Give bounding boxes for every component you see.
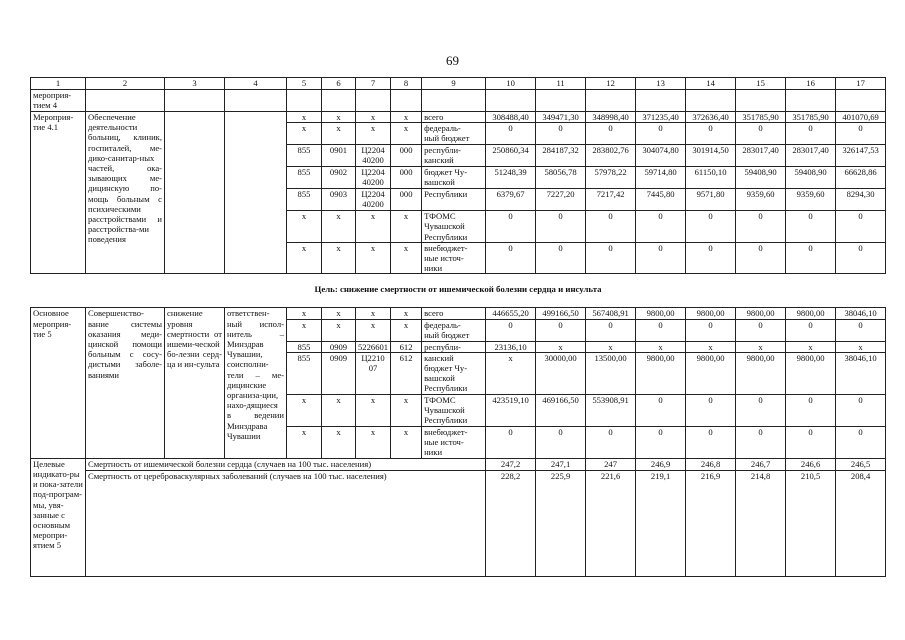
indicator-label: Смертность от ишемической болезни сердца (случаев на 100 тыс. населения) bbox=[86, 458, 486, 470]
expense-code: х bbox=[391, 426, 422, 458]
amount-cell: 0 bbox=[836, 211, 886, 243]
funding-source: канский бюджет Чу- вашской Республики bbox=[422, 352, 486, 394]
measure-title: Мероприя- тие 4.1 bbox=[31, 112, 86, 274]
column-header: 1 bbox=[31, 78, 86, 90]
table-cell bbox=[356, 90, 391, 112]
amount-cell: 0 bbox=[536, 319, 586, 341]
section-code: х bbox=[322, 123, 356, 145]
amount-cell: х bbox=[836, 341, 886, 352]
target-code: х bbox=[356, 308, 391, 319]
amount-cell: 0 bbox=[536, 242, 586, 274]
indicator-value: 246,5 bbox=[836, 458, 886, 470]
amount-cell: 0 bbox=[736, 242, 786, 274]
amount-cell: 283017,40 bbox=[736, 145, 786, 167]
column-header: 7 bbox=[356, 78, 391, 90]
indicator-value: 247,2 bbox=[486, 458, 536, 470]
amount-cell: х bbox=[486, 352, 536, 394]
amount-cell: х bbox=[786, 341, 836, 352]
section-code: 0903 bbox=[322, 189, 356, 211]
funding-source: всего bbox=[422, 308, 486, 319]
amount-cell: х bbox=[586, 341, 636, 352]
amount-cell: 0 bbox=[736, 319, 786, 341]
grbs-code: х bbox=[287, 426, 322, 458]
column-header: 14 bbox=[686, 78, 736, 90]
amount-cell: 283017,40 bbox=[786, 145, 836, 167]
page-number: 69 bbox=[446, 53, 459, 68]
amount-cell: 0 bbox=[686, 123, 736, 145]
indicator-value: 246,8 bbox=[686, 458, 736, 470]
target-code: х bbox=[356, 319, 391, 341]
measure-title: Основное мероприя-тие 5 bbox=[31, 308, 86, 458]
expense-code: х bbox=[391, 123, 422, 145]
target-code: Ц2204 40200 bbox=[356, 167, 391, 189]
table-cell bbox=[836, 90, 886, 112]
target-code: 5226601 bbox=[356, 341, 391, 352]
grbs-code: х bbox=[287, 308, 322, 319]
amount-cell: 8294,30 bbox=[836, 189, 886, 211]
amount-cell: 553908,91 bbox=[586, 394, 636, 426]
table-row bbox=[31, 308, 886, 319]
expense-code: х bbox=[391, 394, 422, 426]
grbs-code: 855 bbox=[287, 167, 322, 189]
amount-cell: 9359,60 bbox=[736, 189, 786, 211]
amount-cell: 446655,20 bbox=[486, 308, 536, 319]
amount-cell: 0 bbox=[486, 319, 536, 341]
column-header: 10 bbox=[486, 78, 536, 90]
indicator-value: 210,5 bbox=[786, 470, 836, 576]
amount-cell: 567408,91 bbox=[586, 308, 636, 319]
amount-cell: 7227,20 bbox=[536, 189, 586, 211]
target-code: х bbox=[356, 123, 391, 145]
funding-source: всего bbox=[422, 112, 486, 123]
amount-cell: 66628,86 bbox=[836, 167, 886, 189]
amount-cell: 0 bbox=[486, 123, 536, 145]
amount-cell: 0 bbox=[536, 426, 586, 458]
amount-cell: 351785,90 bbox=[736, 112, 786, 123]
amount-cell: 301914,50 bbox=[686, 145, 736, 167]
section-code: 0901 bbox=[322, 145, 356, 167]
amount-cell: 13500,00 bbox=[586, 352, 636, 394]
indicator-value: 225,9 bbox=[536, 470, 586, 576]
amount-cell: х bbox=[736, 341, 786, 352]
target-code: Ц2204 40200 bbox=[356, 145, 391, 167]
amount-cell: 0 bbox=[786, 123, 836, 145]
indicator-value: 246,6 bbox=[786, 458, 836, 470]
expected-result: снижение уровня смертности от ишеми-ческой бо-лезни серд-ца и ин-сульта bbox=[165, 308, 225, 458]
amount-cell: 0 bbox=[636, 211, 686, 243]
amount-cell: 7445,80 bbox=[636, 189, 686, 211]
amount-cell: 58056,78 bbox=[536, 167, 586, 189]
table-cell bbox=[391, 90, 422, 112]
amount-cell: 9800,00 bbox=[686, 308, 736, 319]
target-code: х bbox=[356, 112, 391, 123]
amount-cell: 57978,22 bbox=[586, 167, 636, 189]
amount-cell: 0 bbox=[686, 319, 736, 341]
measure-description: Совершенство-вание системы оказания меди-цинской помощи больным с сосу-дистыми заболе-ваниями bbox=[86, 308, 165, 458]
section-code: 0909 bbox=[322, 352, 356, 394]
column-header: 12 bbox=[586, 78, 636, 90]
amount-cell: 9800,00 bbox=[636, 308, 686, 319]
amount-cell: 0 bbox=[536, 211, 586, 243]
amount-cell: 326147,53 bbox=[836, 145, 886, 167]
amount-cell: 283802,76 bbox=[586, 145, 636, 167]
amount-cell: 401070,69 bbox=[836, 112, 886, 123]
column-header: 2 bbox=[86, 78, 165, 90]
expense-code: х bbox=[391, 308, 422, 319]
amount-cell: 0 bbox=[636, 426, 686, 458]
grbs-code: 855 bbox=[287, 352, 322, 394]
section-code: х bbox=[322, 308, 356, 319]
table-cell bbox=[636, 90, 686, 112]
amount-cell: 9571,80 bbox=[686, 189, 736, 211]
funding-source: внебюджет- ные источ- ники bbox=[422, 242, 486, 274]
grbs-code: х bbox=[287, 211, 322, 243]
funding-source: федераль- ный бюджет bbox=[422, 319, 486, 341]
measure-description: Обеспечение деятельности больниц, клиник, госпиталей, ме-дико-санитар-ных частей, ока-зывающих ме-дицинскую по-мощь больным с психическими расстройствами и расстройства-ми поведения bbox=[86, 112, 165, 274]
table-row bbox=[31, 284, 886, 298]
column-header: 13 bbox=[636, 78, 686, 90]
table-cell bbox=[422, 90, 486, 112]
amount-cell: 349471,30 bbox=[536, 112, 586, 123]
amount-cell: 304074,80 bbox=[636, 145, 686, 167]
amount-cell: 0 bbox=[836, 319, 886, 341]
program-table bbox=[30, 77, 886, 577]
funding-source: федераль- ный бюджет bbox=[422, 123, 486, 145]
table-row bbox=[31, 458, 886, 470]
table-row bbox=[31, 298, 886, 308]
section-code: 0902 bbox=[322, 167, 356, 189]
section-code: х bbox=[322, 211, 356, 243]
amount-cell: 38046,10 bbox=[836, 352, 886, 394]
amount-cell: 0 bbox=[636, 394, 686, 426]
target-code: Ц2204 40200 bbox=[356, 189, 391, 211]
funding-source: внебюджет- ные источ- ники bbox=[422, 426, 486, 458]
indicator-value: 208,4 bbox=[836, 470, 886, 576]
amount-cell: 0 bbox=[586, 242, 636, 274]
amount-cell: 0 bbox=[686, 242, 736, 274]
amount-cell: 0 bbox=[736, 394, 786, 426]
indicator-value: 246,7 bbox=[736, 458, 786, 470]
amount-cell: 423519,10 bbox=[486, 394, 536, 426]
goal-heading: Цель: снижение смертности от ишемической болезни сердца и инсульта bbox=[314, 284, 602, 295]
amount-cell: 0 bbox=[486, 242, 536, 274]
funding-source: Республики bbox=[422, 189, 486, 211]
table-cell bbox=[686, 90, 736, 112]
target-code: х bbox=[356, 394, 391, 426]
target-code: х bbox=[356, 242, 391, 274]
grbs-code: х bbox=[287, 242, 322, 274]
table-cell bbox=[86, 90, 165, 112]
indicator-value: 246,9 bbox=[636, 458, 686, 470]
amount-cell: 0 bbox=[786, 211, 836, 243]
table-cell bbox=[786, 90, 836, 112]
amount-cell: 0 bbox=[786, 319, 836, 341]
amount-cell: 9800,00 bbox=[636, 352, 686, 394]
table-cell bbox=[736, 90, 786, 112]
amount-cell: 9800,00 bbox=[736, 352, 786, 394]
amount-cell: 9359,60 bbox=[786, 189, 836, 211]
section-code: х bbox=[322, 112, 356, 123]
row-label: мероприя- тием 4 bbox=[31, 90, 86, 112]
amount-cell: 30000,00 bbox=[536, 352, 586, 394]
indicator-value: 247,1 bbox=[536, 458, 586, 470]
indicator-value: 247 bbox=[586, 458, 636, 470]
column-header: 6 bbox=[322, 78, 356, 90]
indicators-title: Целевые индикато-ры и пока-затели под-програм-мы, увя-занные с основным меропри-ятием 5 bbox=[31, 458, 86, 576]
amount-cell: х bbox=[686, 341, 736, 352]
amount-cell: 372636,40 bbox=[686, 112, 736, 123]
amount-cell: 351785,90 bbox=[786, 112, 836, 123]
amount-cell: 0 bbox=[686, 426, 736, 458]
table-cell bbox=[225, 112, 287, 274]
table-cell bbox=[165, 112, 225, 274]
grbs-code: х bbox=[287, 394, 322, 426]
table-row bbox=[31, 90, 886, 112]
expense-code: х bbox=[391, 211, 422, 243]
table-cell bbox=[322, 90, 356, 112]
section-code: х bbox=[322, 319, 356, 341]
indicator-value: 228,2 bbox=[486, 470, 536, 576]
indicator-value: 221,6 bbox=[586, 470, 636, 576]
expense-code: 612 bbox=[391, 352, 422, 394]
amount-cell: 59714,80 bbox=[636, 167, 686, 189]
amount-cell: 0 bbox=[536, 123, 586, 145]
amount-cell: 0 bbox=[786, 426, 836, 458]
column-header: 16 bbox=[786, 78, 836, 90]
amount-cell: 0 bbox=[836, 426, 886, 458]
amount-cell: 23136,10 bbox=[486, 341, 536, 352]
target-code: Ц2210 07 bbox=[356, 352, 391, 394]
grbs-code: 855 bbox=[287, 189, 322, 211]
funding-source: ТФОМС Чувашской Республики bbox=[422, 394, 486, 426]
amount-cell: 499166,50 bbox=[536, 308, 586, 319]
grbs-code: 855 bbox=[287, 341, 322, 352]
table-row bbox=[31, 112, 886, 123]
amount-cell: 308488,40 bbox=[486, 112, 536, 123]
amount-cell: 9800,00 bbox=[686, 352, 736, 394]
column-header: 3 bbox=[165, 78, 225, 90]
amount-cell: 0 bbox=[736, 123, 786, 145]
amount-cell: 0 bbox=[786, 394, 836, 426]
target-code: х bbox=[356, 211, 391, 243]
column-header: 11 bbox=[536, 78, 586, 90]
amount-cell: 0 bbox=[836, 123, 886, 145]
section-code: х bbox=[322, 394, 356, 426]
amount-cell: 348998,40 bbox=[586, 112, 636, 123]
amount-cell: 0 bbox=[586, 211, 636, 243]
column-header: 17 bbox=[836, 78, 886, 90]
amount-cell: 0 bbox=[586, 426, 636, 458]
amount-cell: 0 bbox=[786, 242, 836, 274]
table-cell bbox=[586, 90, 636, 112]
expense-code: 000 bbox=[391, 145, 422, 167]
expense-code: 000 bbox=[391, 167, 422, 189]
section-code: х bbox=[322, 242, 356, 274]
table-cell bbox=[287, 90, 322, 112]
amount-cell: х bbox=[536, 341, 586, 352]
amount-cell: 0 bbox=[486, 426, 536, 458]
grbs-code: х bbox=[287, 123, 322, 145]
amount-cell: 371235,40 bbox=[636, 112, 686, 123]
amount-cell: 284187,32 bbox=[536, 145, 586, 167]
amount-cell: 51248,39 bbox=[486, 167, 536, 189]
amount-cell: 469166,50 bbox=[536, 394, 586, 426]
section-code: 0909 bbox=[322, 341, 356, 352]
amount-cell: 7217,42 bbox=[586, 189, 636, 211]
table-cell bbox=[31, 274, 886, 285]
grbs-code: х bbox=[287, 319, 322, 341]
amount-cell: 0 bbox=[486, 211, 536, 243]
responsible-executor: ответствен-ный испол-нитель – Минздрав Чувашии, соисполни-тели – ме-дицинские организа-ции, нахо-дящиеся в ведении Минздрава Чувашии bbox=[225, 308, 287, 458]
column-header: 8 bbox=[391, 78, 422, 90]
funding-source: республи- bbox=[422, 341, 486, 352]
indicator-value: 216,9 bbox=[686, 470, 736, 576]
indicator-label: Смертность от цереброваскулярных заболеваний (случаев на 100 тыс. населения) bbox=[86, 470, 486, 576]
table-cell bbox=[165, 90, 225, 112]
expense-code: 000 bbox=[391, 189, 422, 211]
amount-cell: 0 bbox=[586, 123, 636, 145]
table-cell bbox=[31, 298, 886, 308]
amount-cell: 0 bbox=[636, 123, 686, 145]
expense-code: 612 bbox=[391, 341, 422, 352]
amount-cell: 0 bbox=[836, 242, 886, 274]
amount-cell: 6379,67 bbox=[486, 189, 536, 211]
target-code: х bbox=[356, 426, 391, 458]
expense-code: х bbox=[391, 112, 422, 123]
amount-cell: 0 bbox=[686, 394, 736, 426]
table-cell bbox=[486, 90, 536, 112]
grbs-code: х bbox=[287, 112, 322, 123]
funding-source: бюджет Чу- вашской bbox=[422, 167, 486, 189]
amount-cell: 0 bbox=[636, 242, 686, 274]
table-row bbox=[31, 274, 886, 285]
expense-code: х bbox=[391, 242, 422, 274]
amount-cell: 0 bbox=[686, 211, 736, 243]
section-code: х bbox=[322, 426, 356, 458]
amount-cell: 61150,10 bbox=[686, 167, 736, 189]
indicator-value: 214,8 bbox=[736, 470, 786, 576]
amount-cell: 0 bbox=[736, 426, 786, 458]
table-row bbox=[31, 470, 886, 576]
table-cell bbox=[225, 90, 287, 112]
amount-cell: 59408,90 bbox=[786, 167, 836, 189]
indicator-value: 219,1 bbox=[636, 470, 686, 576]
amount-cell: 38046,10 bbox=[836, 308, 886, 319]
amount-cell: 59408,90 bbox=[736, 167, 786, 189]
column-header: 9 bbox=[422, 78, 486, 90]
column-header: 5 bbox=[287, 78, 322, 90]
table-row bbox=[31, 78, 886, 90]
amount-cell: 0 bbox=[636, 319, 686, 341]
table-cell bbox=[536, 90, 586, 112]
funding-source: республи- канский bbox=[422, 145, 486, 167]
grbs-code: 855 bbox=[287, 145, 322, 167]
amount-cell: 250860,34 bbox=[486, 145, 536, 167]
column-header: 15 bbox=[736, 78, 786, 90]
amount-cell: 0 bbox=[586, 319, 636, 341]
amount-cell: 9800,00 bbox=[786, 352, 836, 394]
funding-source: ТФОМС Чувашской Республики bbox=[422, 211, 486, 243]
amount-cell: 0 bbox=[736, 211, 786, 243]
amount-cell: 0 bbox=[836, 394, 886, 426]
amount-cell: х bbox=[636, 341, 686, 352]
expense-code: х bbox=[391, 319, 422, 341]
amount-cell: 9800,00 bbox=[786, 308, 836, 319]
column-header: 4 bbox=[225, 78, 287, 90]
amount-cell: 9800,00 bbox=[736, 308, 786, 319]
